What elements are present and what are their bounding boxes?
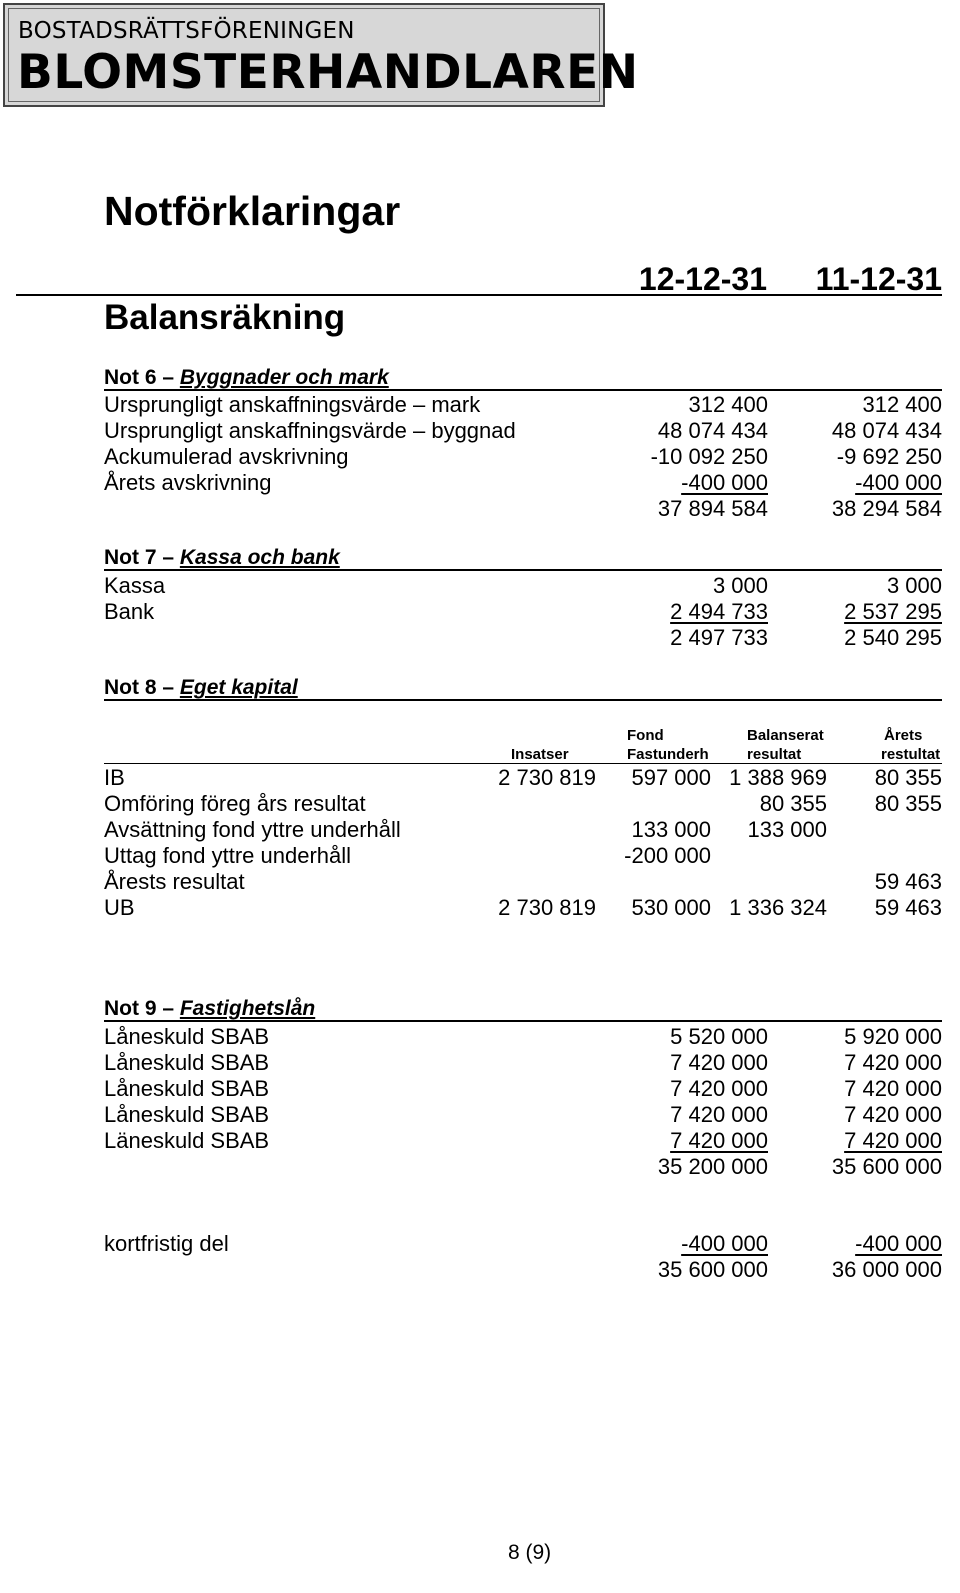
equity-cell-arets: 80 355: [874, 765, 942, 790]
equity-header-fond-line2: Fastunderh: [627, 746, 709, 763]
page-title: Notförklaringar: [104, 188, 401, 234]
note9-row-current: 7 420 000: [670, 1076, 768, 1101]
note7-rule: [104, 569, 942, 571]
equity-row-label: Uttag fond yttre underhåll: [104, 843, 352, 868]
long-term-total-current: 35 600 000: [657, 1257, 768, 1282]
note6-row-label: Ursprungligt anskaffningsvärde – byggnad: [104, 418, 516, 443]
note7-row-previous: 3 000: [886, 573, 942, 598]
note9-row-label: Läneskuld SBAB: [104, 1128, 270, 1153]
note6-total-current: 37 894 584: [657, 496, 768, 521]
note7-row-current: 3 000: [712, 573, 768, 598]
note7-row-current: 2 494 733: [670, 599, 768, 624]
equity-cell-fond: 530 000: [631, 895, 711, 920]
note9-row-previous: 7 420 000: [844, 1050, 942, 1075]
equity-header-fond-line1: Fond: [627, 727, 664, 744]
note6-row-current: -400 000: [681, 470, 768, 495]
note6-rule: [104, 389, 942, 391]
note6-row-previous: -400 000: [855, 470, 942, 495]
equity-cell-arets: 80 355: [874, 791, 942, 816]
equity-cell-balanserat: 1 336 324: [729, 895, 827, 920]
equity-header-balanserat-line2: resultat: [747, 746, 802, 763]
year-previous-header: 11-12-31: [815, 261, 942, 297]
equity-cell-fond: -200 000: [624, 843, 711, 868]
note9-row-label: Låneskuld SBAB: [104, 1076, 270, 1101]
short-term-previous: -400 000: [855, 1231, 942, 1256]
note9-row-label: Låneskuld SBAB: [104, 1102, 270, 1127]
note6-title: Not 6 – Byggnader och mark: [104, 366, 389, 389]
equity-cell-balanserat: 133 000: [747, 817, 827, 842]
equity-header-balanserat-line1: Balanserat: [747, 727, 824, 744]
note6-row-current: -10 092 250: [650, 444, 768, 469]
note6-row-label: Årets avskrivning: [104, 470, 272, 495]
equity-cell-balanserat: 80 355: [759, 791, 827, 816]
note9-row-current: 7 420 000: [670, 1050, 768, 1075]
note7-total-previous: 2 540 295: [844, 625, 942, 650]
note9-row-label: Låneskuld SBAB: [104, 1024, 270, 1049]
equity-cell-insatser: 2 730 819: [498, 765, 596, 790]
note6-row-current: 312 400: [688, 392, 768, 417]
equity-cell-balanserat: 1 388 969: [729, 765, 827, 790]
note7-row-label: Kassa: [104, 573, 166, 598]
section-title: Balansräkning: [104, 298, 346, 337]
long-term-total-previous: 36 000 000: [831, 1257, 942, 1282]
note7-total-current: 2 497 733: [670, 625, 768, 650]
equity-row-label: Årests resultat: [104, 869, 245, 894]
note9-row-previous: 5 920 000: [844, 1024, 942, 1049]
note9-row-previous: 7 420 000: [844, 1128, 942, 1153]
note9-row-current: 5 520 000: [670, 1024, 768, 1049]
equity-header-arets-line1: Årets: [884, 727, 923, 744]
note9-title: Not 9 – Fastighetslån: [104, 997, 316, 1020]
equity-row-label: Omföring föreg års resultat: [104, 791, 366, 816]
equity-header-insatser: Insatser: [511, 746, 569, 763]
note9-row-previous: 7 420 000: [844, 1076, 942, 1101]
note6-row-previous: 312 400: [862, 392, 942, 417]
year-header-rule: [16, 294, 942, 296]
note9-row-current: 7 420 000: [670, 1102, 768, 1127]
equity-row-label: IB: [104, 765, 125, 790]
equity-header-rule: [104, 763, 942, 764]
short-term-label: kortfristig del: [104, 1231, 229, 1256]
note6-row-current: 48 074 434: [657, 418, 768, 443]
equity-row-label: UB: [104, 895, 135, 920]
note7-row-previous: 2 537 295: [844, 599, 942, 624]
note9-row-current: 7 420 000: [670, 1128, 768, 1153]
note6-row-label: Ackumulerad avskrivning: [104, 444, 349, 469]
association-header: [3, 3, 639, 107]
equity-cell-fond: 133 000: [631, 817, 711, 842]
year-current-header: 12-12-31: [638, 261, 767, 297]
note6-row-previous: -9 692 250: [836, 444, 942, 469]
page-number: 8 (9): [508, 1541, 552, 1564]
equity-cell-fond: 597 000: [631, 765, 711, 790]
note9-total-previous: 35 600 000: [831, 1154, 942, 1179]
note7-row-label: Bank: [104, 599, 155, 624]
note7-title: Not 7 – Kassa och bank: [104, 546, 340, 569]
equity-row-label: Avsättning fond yttre underhåll: [104, 817, 401, 842]
note9-rule: [104, 1020, 942, 1022]
note9-row-previous: 7 420 000: [844, 1102, 942, 1127]
note6-total-previous: 38 294 584: [831, 496, 942, 521]
short-term-current: -400 000: [681, 1231, 768, 1256]
note8-rule: [104, 699, 942, 701]
note6-row-previous: 48 074 434: [831, 418, 942, 443]
equity-cell-insatser: 2 730 819: [498, 895, 596, 920]
equity-cell-arets: 59 463: [874, 895, 942, 920]
note6-row-label: Ursprungligt anskaffningsvärde – mark: [104, 392, 481, 417]
note8-title: Not 8 – Eget kapital: [104, 676, 298, 699]
note9-row-label: Låneskuld SBAB: [104, 1050, 270, 1075]
note9-total-current: 35 200 000: [657, 1154, 768, 1179]
equity-cell-arets: 59 463: [874, 869, 942, 894]
association-type: BOSTADSRÄTTSFÖRENINGEN: [18, 18, 355, 44]
equity-header-arets-line2: restultat: [881, 746, 941, 763]
association-name: BLOMSTERHANDLAREN: [17, 45, 639, 100]
